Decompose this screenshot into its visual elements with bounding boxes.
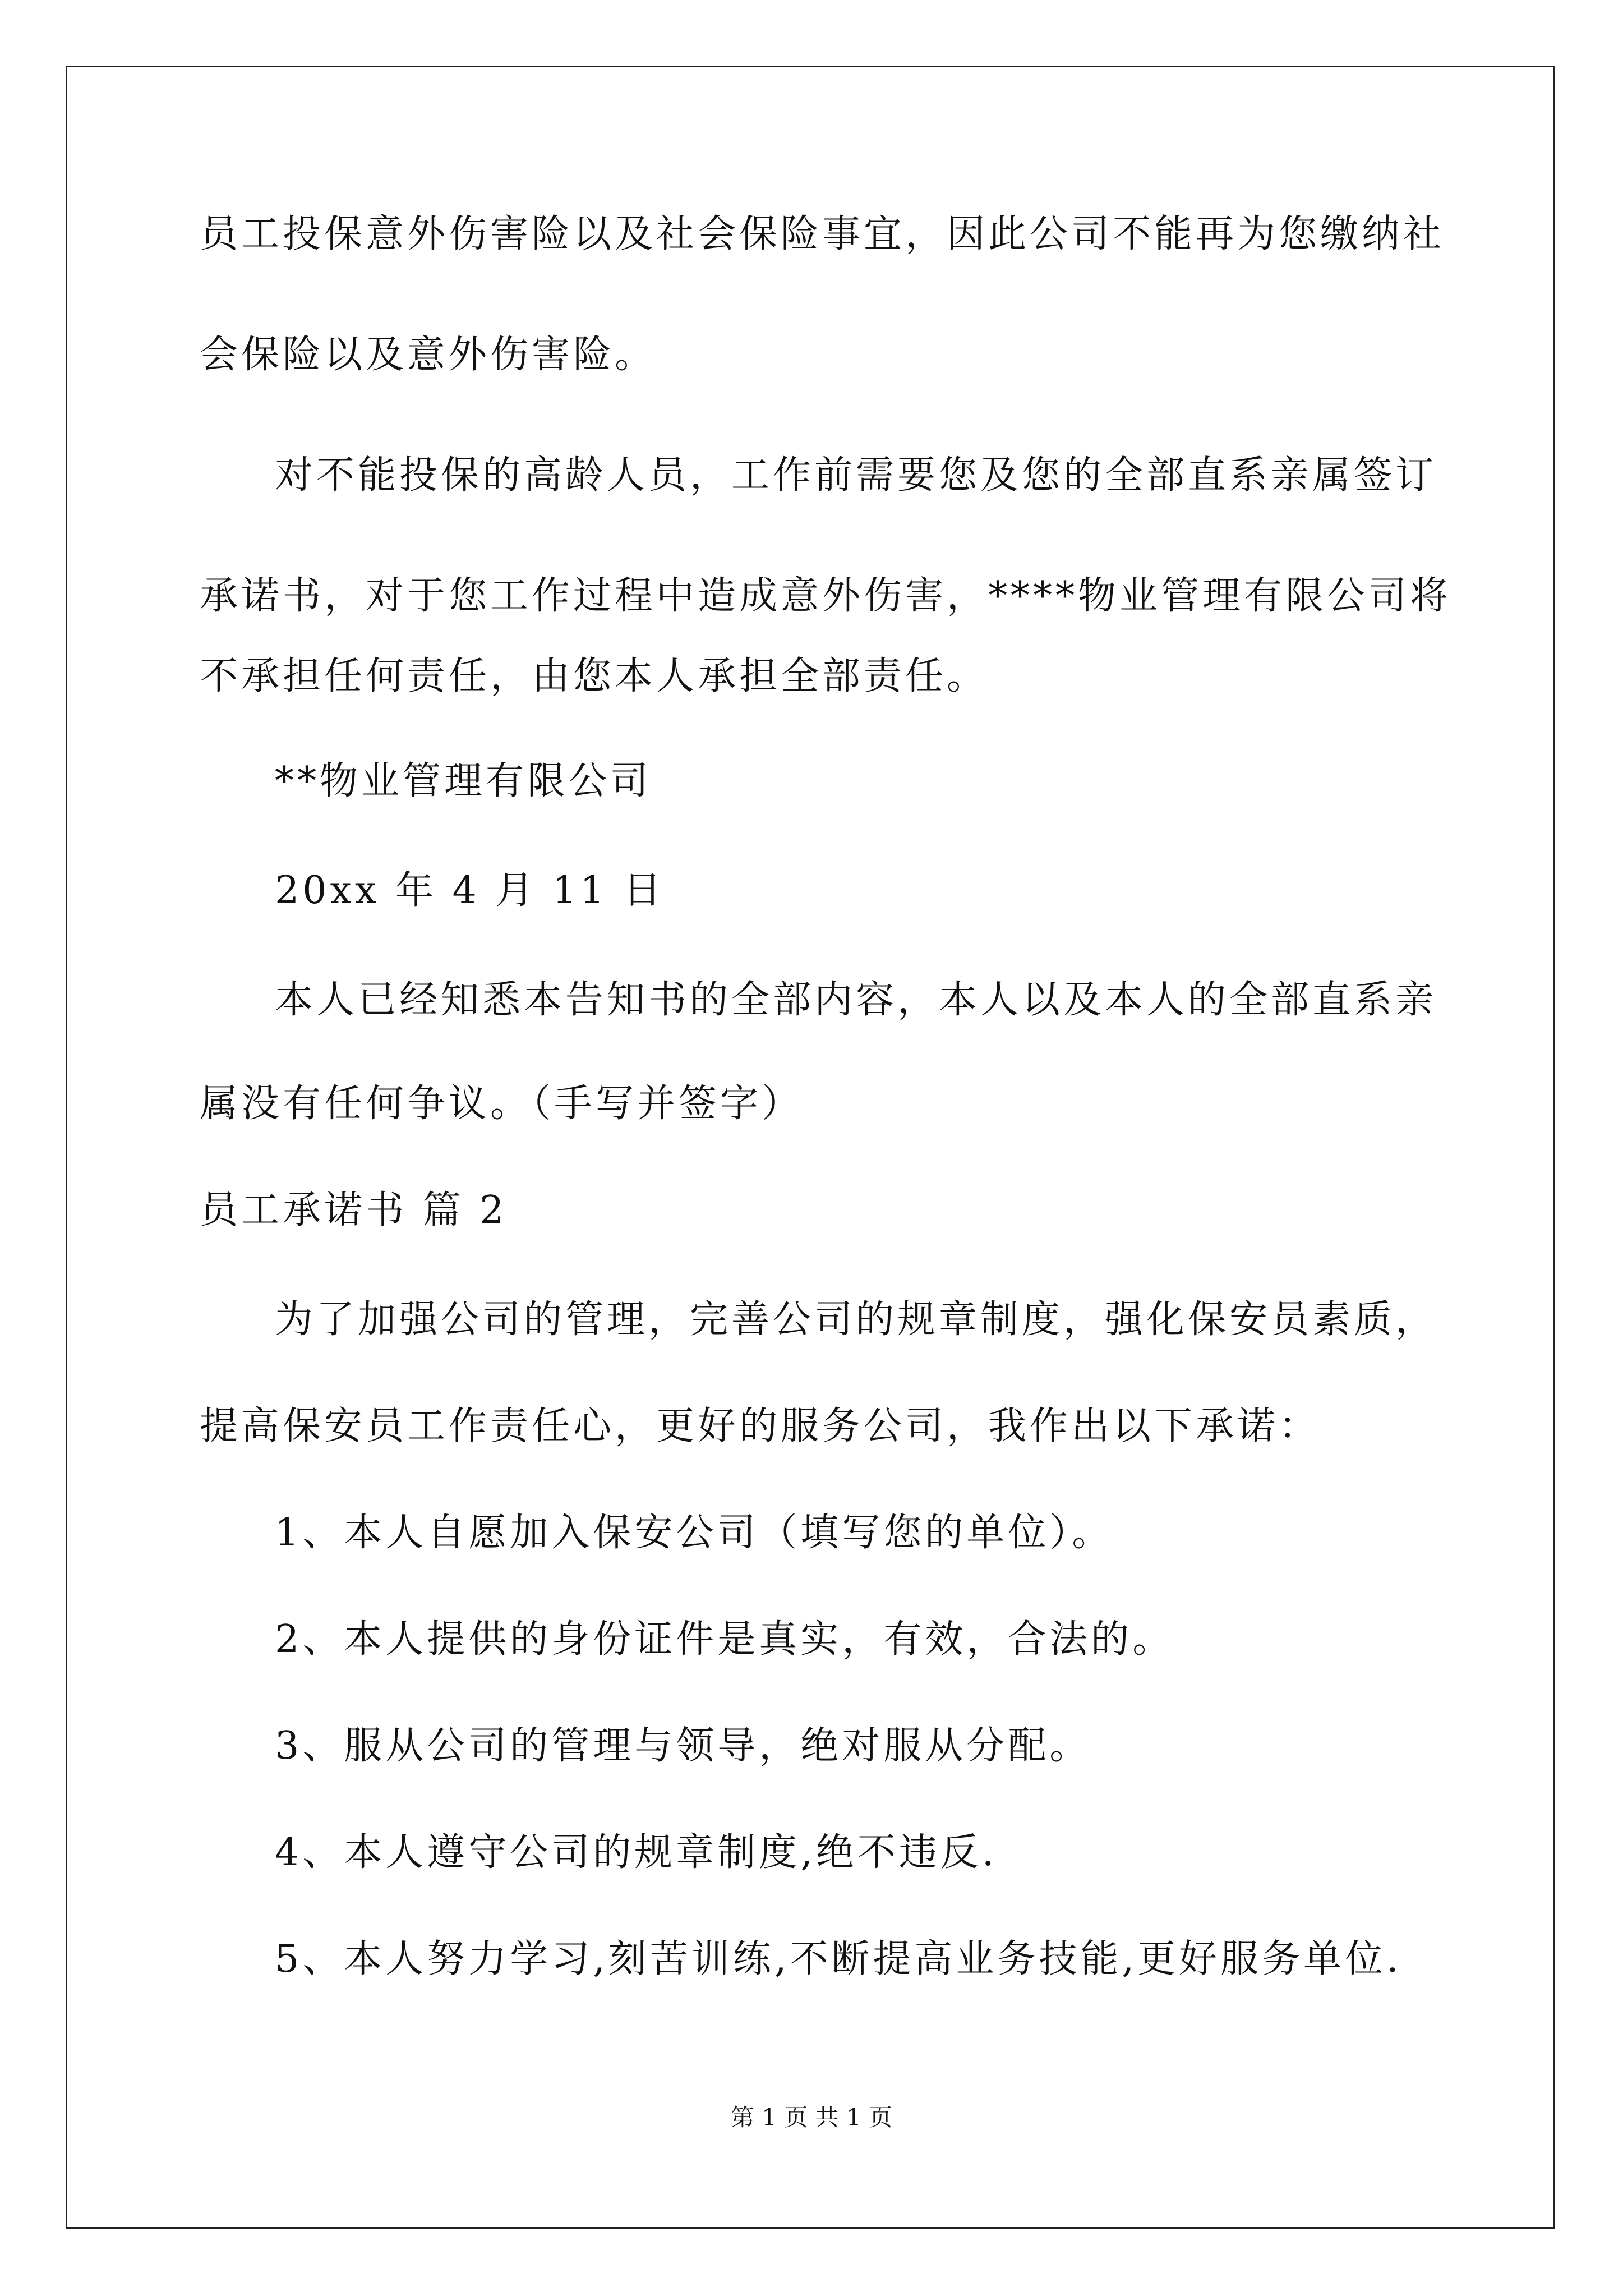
page-border — [66, 66, 1555, 2229]
paragraph-line: 会保险以及意外伤害险。 — [200, 333, 657, 377]
paragraph-line: 提高保安员工作责任心，更好的服务公司，我作出以下承诺： — [200, 1404, 1321, 1448]
paragraph-line: 对不能投保的高龄人员，工作前需要您及您的全部直系亲属签订 — [275, 453, 1437, 498]
paragraph-line: 本人已经知悉本告知书的全部内容，本人以及本人的全部直系亲 — [275, 978, 1437, 1022]
list-item: 2、本人提供的身份证件是真实，有效，合法的。 — [275, 1617, 1174, 1662]
paragraph-line: 为了加强公司的管理，完善公司的规章制度，强化保安员素质， — [275, 1297, 1437, 1342]
date-line: 20xx 年 4 月 11 日 — [275, 868, 665, 913]
list-item: 5、本人努力学习,刻苦训练,不断提高业务技能,更好服务单位. — [275, 1937, 1402, 1981]
company-name: **物业管理有限公司 — [275, 759, 652, 803]
paragraph-line: 员工投保意外伤害险以及社会保险事宜，因此公司不能再为您缴纳社 — [200, 212, 1445, 256]
list-item: 3、服从公司的管理与领导，绝对服从分配。 — [275, 1724, 1091, 1768]
page-footer: 第 1 页 共 1 页 — [730, 2104, 893, 2131]
paragraph-line: 属没有任何争议。（手写并签字） — [200, 1082, 804, 1126]
list-item: 1、本人自愿加入保安公司（填写您的单位）。 — [275, 1511, 1114, 1555]
paragraph-line: 不承担任何责任，由您本人承担全部责任。 — [200, 654, 989, 698]
paragraph-line: 承诺书，对于您工作过程中造成意外伤害，****物业管理有限公司将 — [200, 574, 1452, 618]
list-item: 4、本人遵守公司的规章制度,绝不违反. — [275, 1830, 998, 1875]
section-heading: 员工承诺书 篇 2 — [200, 1188, 508, 1232]
